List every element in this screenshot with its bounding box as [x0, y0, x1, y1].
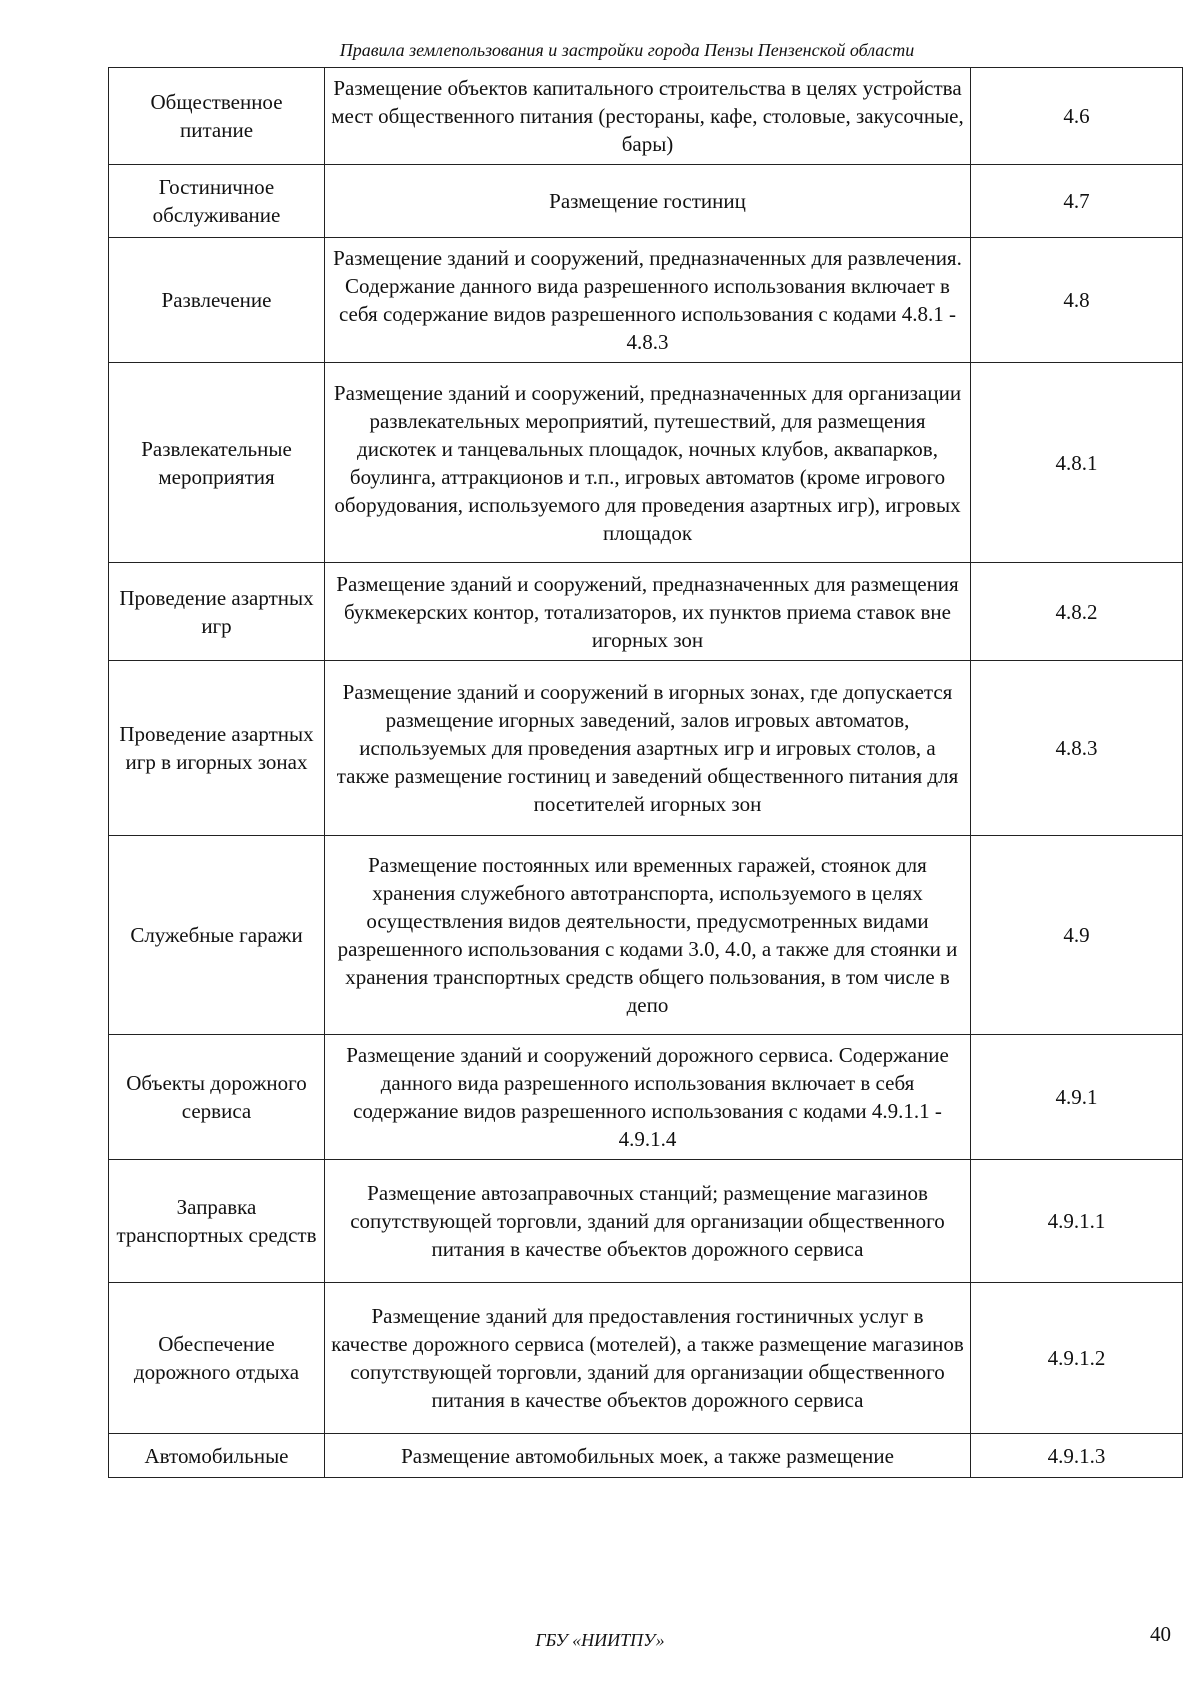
use-type-code: 4.7 — [971, 165, 1183, 238]
use-type-description: Размещение постоянных или временных гаражей, стоянок для хранения служебного автотранспорта, используемого в целях осуществления видов деятельности, предусмотренных видами разрешенного использования с кодами 3.0, 4.0, а также для стоянки и хранения транспортных средств общего пользования, в том числе в депо — [325, 836, 971, 1035]
use-type-description: Размещение гостиниц — [325, 165, 971, 238]
use-type-name: Заправка транспортных средств — [109, 1160, 325, 1283]
use-type-code: 4.9.1 — [971, 1035, 1183, 1160]
page-footer — [0, 1630, 1200, 1651]
use-type-description: Размещение автомобильных моек, а также размещение — [325, 1434, 971, 1478]
use-type-description: Размещение объектов капитального строительства в целях устройства мест общественного питания (рестораны, кафе, столовые, закусочные, бары) — [325, 68, 971, 165]
use-type-code: 4.8.2 — [971, 563, 1183, 661]
use-type-description: Размещение автозаправочных станций; размещение магазинов сопутствующей торговли, зданий для организации общественного питания в качестве объектов дорожного сервиса — [325, 1160, 971, 1283]
table-row — [109, 68, 1183, 165]
use-type-description: Размещение зданий для предоставления гостиничных услуг в качестве дорожного сервиса (мотелей), а также размещение магазинов сопутствующей торговли, зданий для организации общественного питания в качестве объектов дорожного сервиса — [325, 1283, 971, 1434]
table-row — [109, 1035, 1183, 1160]
use-type-name: Развлечение — [109, 238, 325, 363]
use-type-name: Гостиничное обслуживание — [109, 165, 325, 238]
use-type-code: 4.9 — [971, 836, 1183, 1035]
use-type-description: Размещение зданий и сооружений дорожного сервиса. Содержание данного вида разрешенного использования включает в себя содержание видов разрешенного использования с кодами 4.9.1.1 - 4.9.1.4 — [325, 1035, 971, 1160]
page-header — [0, 40, 1200, 61]
use-type-name: Общественное питание — [109, 68, 325, 165]
page-number: 40 — [1150, 1622, 1171, 1646]
table-row — [109, 563, 1183, 661]
table-row — [109, 836, 1183, 1035]
use-type-description: Размещение зданий и сооружений, предназначенных для развлечения. Содержание данного вида разрешенного использования включает в себя содержание видов разрешенного использования с кодами 4.8.1 - 4.8.3 — [325, 238, 971, 363]
table-row — [109, 1434, 1183, 1478]
use-type-name: Объекты дорожного сервиса — [109, 1035, 325, 1160]
use-type-name: Развлекательные мероприятия — [109, 363, 325, 563]
table-row — [109, 1160, 1183, 1283]
use-type-name: Проведение азартных игр в игорных зонах — [109, 661, 325, 836]
footer-organization: ГБУ «НИИТПУ» — [535, 1630, 665, 1650]
use-type-code: 4.9.1.1 — [971, 1160, 1183, 1283]
use-type-code: 4.9.1.3 — [971, 1434, 1183, 1478]
table-row — [109, 661, 1183, 836]
table-row — [109, 238, 1183, 363]
use-type-description: Размещение зданий и сооружений в игорных зонах, где допускается размещение игорных заведений, залов игровых автоматов, используемых для проведения азартных игр и игровых столов, а также размещение гостиниц и заведений общественного питания для посетителей игорных зон — [325, 661, 971, 836]
header-title: Правила землепользования и застройки города Пензы Пензенской области — [339, 40, 915, 60]
use-type-name: Обеспечение дорожного отдыха — [109, 1283, 325, 1434]
use-type-description: Размещение зданий и сооружений, предназначенных для размещения букмекерских контор, тотализаторов, их пунктов приема ставок вне игорных зон — [325, 563, 971, 661]
table-row — [109, 165, 1183, 238]
table-row — [109, 1283, 1183, 1434]
use-type-code: 4.9.1.2 — [971, 1283, 1183, 1434]
table-row — [109, 363, 1183, 563]
use-type-name: Автомобильные — [109, 1434, 325, 1478]
use-type-code: 4.6 — [971, 68, 1183, 165]
use-type-name: Проведение азартных игр — [109, 563, 325, 661]
use-type-code: 4.8.3 — [971, 661, 1183, 836]
use-type-code: 4.8 — [971, 238, 1183, 363]
use-type-name: Служебные гаражи — [109, 836, 325, 1035]
use-type-description: Размещение зданий и сооружений, предназначенных для организации развлекательных мероприятий, путешествий, для размещения дискотек и танцевальных площадок, ночных клубов, аквапарков, боулинга, аттракционов и т.п., игровых автоматов (кроме игрового оборудования, используемого для проведения азартных игр), игровых площадок — [325, 363, 971, 563]
land-use-table — [108, 67, 1183, 1478]
use-type-code: 4.8.1 — [971, 363, 1183, 563]
